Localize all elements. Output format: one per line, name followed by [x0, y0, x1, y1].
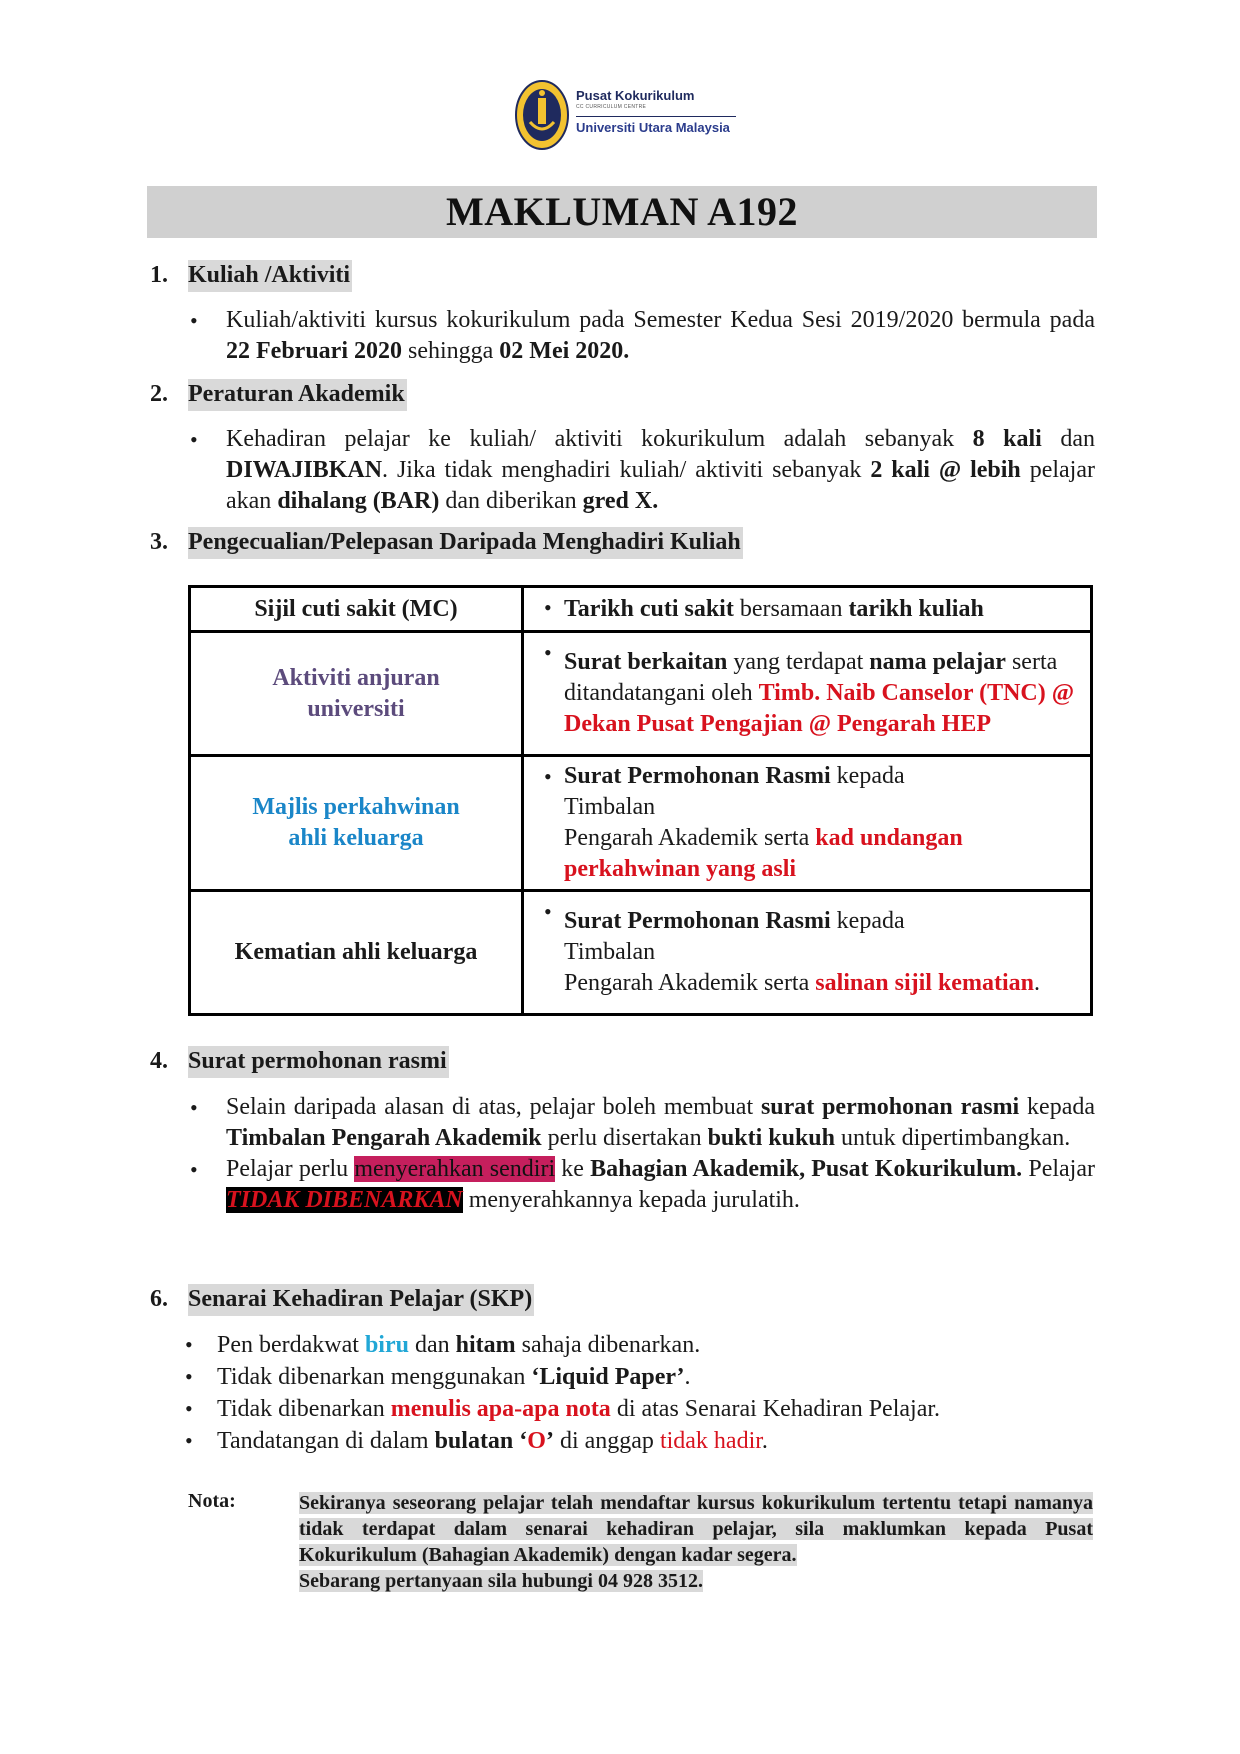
page-title: MAKLUMAN A192: [445, 189, 799, 234]
nota-line-1: Sekiranya seseorang pelajar telah mendaftar kursus kokurikulum tertentu tetapi namanya tidak terdapat dalam senarai kehadiran pelajar, sila maklumkan kepada Pusat Kokurikulum (Bahagian Akademik) dengan kadar segera.: [299, 1492, 1093, 1566]
section-2-heading: [150, 381, 407, 408]
highlight-not-allowed: TIDAK DIBENARKAN: [226, 1187, 463, 1213]
section-6-heading: [150, 1286, 534, 1313]
table-cell-requirement: • Surat Permohonan Rasmi kepada Timbalan Pengarah Akademik serta salinan sijil kematian.: [523, 891, 1092, 1015]
exemption-table: [188, 585, 1093, 1016]
section-1-list: [190, 305, 1095, 367]
table-row: [190, 587, 1092, 632]
header-logo: [514, 78, 744, 154]
section-6-list: [185, 1329, 1105, 1457]
section-number: 4.: [150, 1048, 168, 1074]
section-number: 1.: [150, 262, 168, 288]
table-row: [190, 756, 1092, 891]
logo-divider: [576, 116, 736, 117]
nota-text: [299, 1490, 1093, 1594]
list-item: • Kuliah/aktiviti kursus kokurikulum pada Semester Kedua Sesi 2019/2020 bermula pada 22 Februari 2020 sehingga 02 Mei 2020.: [190, 305, 1095, 367]
section-number: 2.: [150, 381, 168, 407]
section-4-list: [190, 1092, 1095, 1216]
section-number: 3.: [150, 529, 168, 555]
list-item: • Pen berdakwat biru dan hitam sahaja dibenarkan.: [185, 1329, 1105, 1361]
list-item: • Kehadiran pelajar ke kuliah/ aktiviti kokurikulum adalah sebanyak 8 kali dan DIWAJIBKAN. Jika tidak menghadiri kuliah/ aktiviti sebanyak 2 kali @ lebih pelajar akan dihalang (BAR) dan diberikan gred X.: [190, 424, 1095, 517]
university-name: Universiti Utara Malaysia: [576, 120, 730, 135]
table-row: [190, 891, 1092, 1015]
list-item: • Pelajar perlu menyerahkan sendiri ke Bahagian Akademik, Pusat Kokurikulum. Pelajar TIDAK DIBENARKAN menyerahkannya kepada jurulatih.: [190, 1154, 1095, 1216]
section-label: Peraturan Akademik: [188, 379, 407, 411]
nota-line-2: Sebarang pertanyaan sila hubungi 04 928 3512.: [299, 1570, 703, 1592]
table-cell-reason: Majlis perkahwinan ahli keluarga: [190, 756, 523, 891]
nota-label: Nota:: [188, 1490, 236, 1512]
section-1-heading: [150, 262, 352, 289]
list-item: • Tidak dibenarkan menulis apa-apa nota di atas Senarai Kehadiran Pelajar.: [185, 1393, 1105, 1425]
list-item: • Tandatangan di dalam bulatan ‘O’ di anggap tidak hadir.: [185, 1425, 1105, 1457]
table-row: [190, 632, 1092, 756]
highlight-self-submit: menyerahkan sendiri: [354, 1156, 556, 1182]
org-name: Pusat Kokurikulum: [576, 88, 695, 103]
uum-crest-icon: [514, 78, 570, 152]
table-cell-requirement: • Tarikh cuti sakit bersamaan tarikh kuliah: [523, 587, 1092, 632]
table-cell-reason: Kematian ahli keluarga: [190, 891, 523, 1015]
section-3-heading: [150, 529, 743, 556]
org-subtitle: CC CURRICULUM CENTRE: [576, 104, 647, 110]
section-label: Kuliah /Aktiviti: [188, 260, 352, 292]
table-cell-reason: Aktiviti anjuran universiti: [190, 632, 523, 756]
section-number: 6.: [150, 1286, 168, 1312]
section-label: Pengecualian/Pelepasan Daripada Menghadiri Kuliah: [188, 527, 743, 559]
section-2-list: [190, 424, 1095, 517]
section-4-heading: [150, 1048, 449, 1075]
table-cell-requirement: • Surat Permohonan Rasmi kepada Timbalan Pengarah Akademik serta kad undangan perkahwinan yang asli: [523, 756, 1092, 891]
title-bar: [147, 186, 1097, 238]
list-item: • Selain daripada alasan di atas, pelajar boleh membuat surat permohonan rasmi kepada Timbalan Pengarah Akademik perlu disertakan bukti kukuh untuk dipertimbangkan.: [190, 1092, 1095, 1154]
section-label: Senarai Kehadiran Pelajar (SKP): [188, 1284, 534, 1316]
list-item: • Tidak dibenarkan menggunakan ‘Liquid Paper’.: [185, 1361, 1105, 1393]
section-label: Surat permohonan rasmi: [188, 1046, 449, 1078]
table-cell-requirement: • Surat berkaitan yang terdapat nama pelajar serta ditandatangani oleh Timb. Naib Canselor (TNC) @ Dekan Pusat Pengajian @ Pengarah HEP: [523, 632, 1092, 756]
table-cell-reason: Sijil cuti sakit (MC): [190, 587, 523, 632]
